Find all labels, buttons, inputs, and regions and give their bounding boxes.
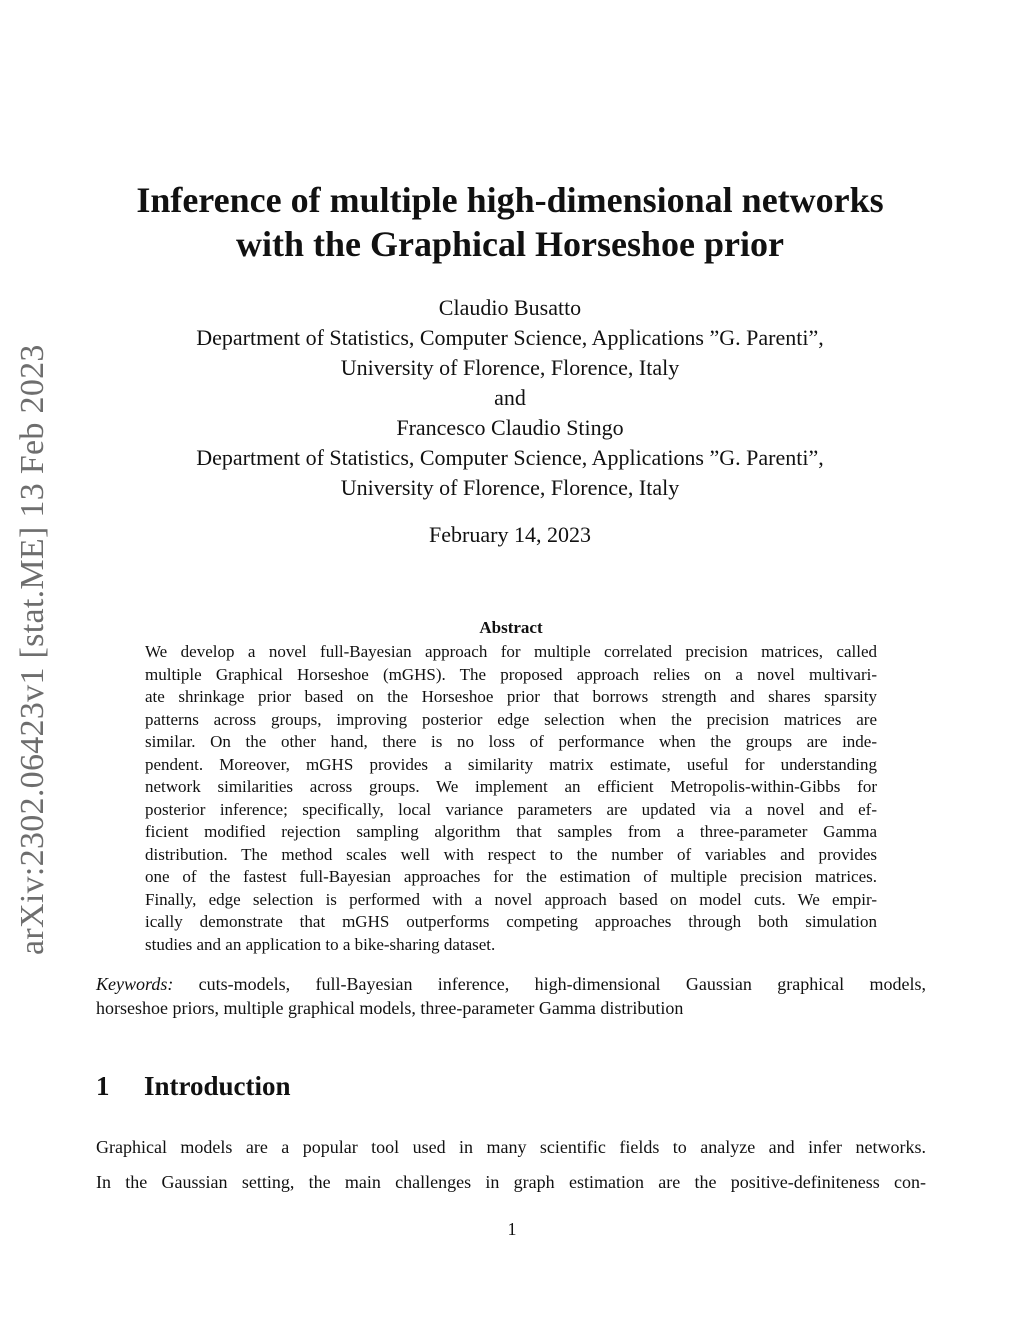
abstract-line: patterns across groups, improving posterior edge selection when the precision matrices are bbox=[145, 709, 877, 729]
section-title: Introduction bbox=[144, 1071, 291, 1101]
body-paragraph-line: Graphical models are a popular tool used in many scientific fields to analyze and infer networks. bbox=[96, 1137, 926, 1157]
section-heading-introduction bbox=[96, 1068, 696, 1104]
keywords-line-1 bbox=[96, 972, 926, 996]
keywords-line-2: horseshoe priors, multiple graphical models, three-parameter Gamma distribution bbox=[96, 998, 684, 1018]
keywords-block bbox=[96, 972, 926, 1020]
abstract-line: pendent. Moreover, mGHS provides a similarity matrix estimate, useful for understanding bbox=[145, 754, 877, 774]
abstract-line: ically demonstrate that mGHS outperforms competing approaches through both simulation bbox=[145, 912, 877, 931]
abstract-line: ficient modified rejection sampling algorithm that samples from a three-parameter Gamma bbox=[145, 822, 877, 841]
publication-date: February 14, 2023 bbox=[429, 522, 591, 547]
author-name-1: Claudio Busatto bbox=[438, 295, 582, 320]
author-name-2: Francesco Claudio Stingo bbox=[396, 415, 624, 440]
keywords-label: Keywords: bbox=[96, 974, 174, 994]
author-conjunction: and bbox=[494, 385, 526, 410]
section-number: 1 bbox=[96, 1071, 110, 1101]
abstract-line: distribution. The method scales well with respect to the number of variables and provides bbox=[145, 844, 877, 864]
author-affiliation-1-line-2: University of Florence, Florence, Italy bbox=[340, 355, 680, 380]
abstract-line: studies and an application to a bike-sharing dataset. bbox=[145, 934, 496, 954]
paper-title bbox=[60, 178, 960, 266]
page-number: 1 bbox=[507, 1219, 517, 1239]
body-paragraph-line: In the Gaussian setting, the main challenges in graph estimation are the positive-definiteness con- bbox=[96, 1172, 926, 1192]
author-block bbox=[80, 293, 940, 503]
arxiv-identifier-stamp: arXiv:2302.06423v1 [stat.ME] 13 Feb 2023 bbox=[14, 344, 51, 955]
abstract-line: network similarities across groups. We implement an efficient Metropolis-within-Gibbs for bbox=[145, 777, 877, 796]
abstract-line: similar. On the other hand, there is no loss of performance when the groups are inde- bbox=[145, 732, 877, 751]
abstract-line: multiple Graphical Horseshoe (mGHS). The proposed approach relies on a novel multivari- bbox=[145, 664, 877, 684]
author-affiliation-2-line-2: University of Florence, Florence, Italy bbox=[340, 475, 680, 500]
abstract-line: one of the fastest full-Bayesian approaches for the estimation of multiple precision matrices. bbox=[145, 867, 877, 886]
abstract-line: posterior inference; specifically, local variance parameters are updated via a novel and ef- bbox=[145, 799, 877, 819]
title-line-2: with the Graphical Horseshoe prior bbox=[236, 224, 784, 264]
keywords-list-part-1: cuts-models, full-Bayesian inference, high-dimensional Gaussian graphical models, bbox=[198, 974, 926, 994]
abstract-line: ate shrinkage prior based on the Horseshoe prior that borrows strength and shares sparsity bbox=[145, 687, 877, 706]
abstract-line: Finally, edge selection is performed with a novel approach based on model cuts. We empir- bbox=[145, 889, 877, 909]
introduction-body bbox=[96, 1130, 926, 1200]
title-line-1: Inference of multiple high-dimensional networks bbox=[136, 180, 884, 220]
author-affiliation-1-line-1: Department of Statistics, Computer Science, Applications ”G. Parenti”, bbox=[196, 325, 824, 350]
abstract-body bbox=[145, 641, 877, 956]
author-affiliation-2-line-1: Department of Statistics, Computer Science, Applications ”G. Parenti”, bbox=[196, 445, 824, 470]
abstract-line: We develop a novel full-Bayesian approach for multiple correlated precision matrices, called bbox=[145, 642, 877, 661]
abstract-heading: Abstract bbox=[479, 618, 543, 637]
